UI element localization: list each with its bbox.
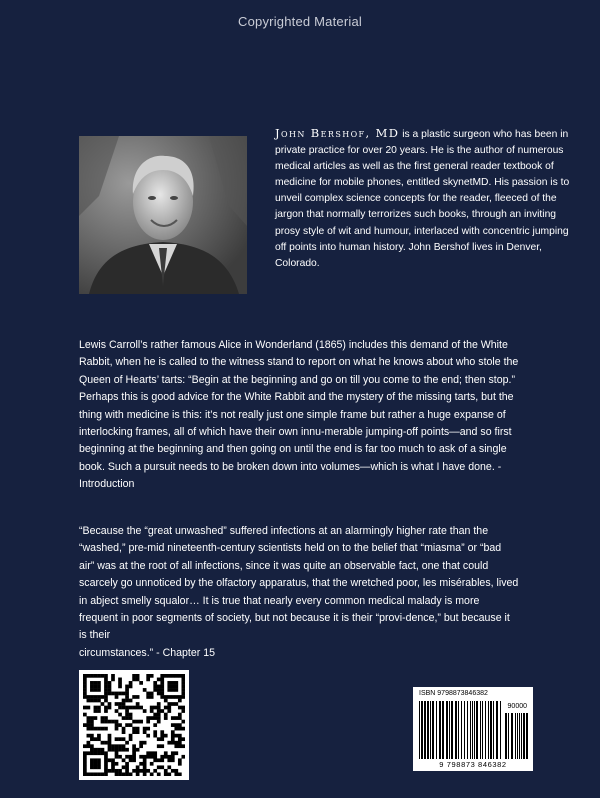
copyright-watermark: Copyrighted Material [238,14,362,29]
price-code: 90000 [507,703,527,710]
chapter-excerpt-body: “Because the “great unwashed” suffered infections at an alarmingly higher rate than the “washed,” pre-mid nineteenth-century scientists held on to the belief that “miasma” or “bad air” was at the root of all infections, since it was quite an observable fact, one that could scarcely go unnoticed by the olfactory apparatus, that the wretched poor, les misérables, lived in abject smelly squalor… It is true that nearly every common medical malady is more frequent in poor segments of society, but not because it is their “provi-dence,” but because it is their [79,525,519,642]
author-bio-text: is a plastic surgeon who has been in private practice for over 20 years. He is the author of numerous medical articles as well as the first general reader textbook of medicine for mobile phones, entitled skynetMD. His passion is to unveil complex science concepts for the reader, fleeced of the jargon that normally terrorizes such books, through an inviting prosy style of wit and humour, interlaced with concentric jumping off points into human history. John Bershof lives in Denver, Colorado. [275,129,570,269]
author-name: John Bershof, MD [275,126,400,140]
author-photo [79,136,247,294]
introduction-excerpt: Lewis Carroll’s rather famous Alice in Wonderland (1865) includes this demand of the White Rabbit, when he is called to the witness stand to report on what he knows about who stole the Queen of Hearts’ tarts: “Begin at the beginning and go on till you come to the end; then stop.” Perhaps this is good advice for the White Rabbit and the mystery of the missing tarts, but the thing with medicine is this: it’s not really just one simple frame but rather a huge expanse of interlocking frames, all of which have their own innu-merable jumping-off points—and so first beginning at the beginning and then going on until the end is far too much to ask of a single book. Such a pursuit needs to be broken down into volumes—which is what I have done. - Introduction [79,339,519,491]
chapter-excerpt [79,523,519,662]
chapter-excerpt-attribution: circumstances.” - Chapter 15 [79,646,216,659]
qr-code [79,670,189,780]
isbn-barcode [413,687,533,771]
isbn-label: ISBN 9798873846382 [419,690,488,697]
author-bio [275,125,575,272]
barcode-digits: 9 798873 846382 [439,760,507,769]
